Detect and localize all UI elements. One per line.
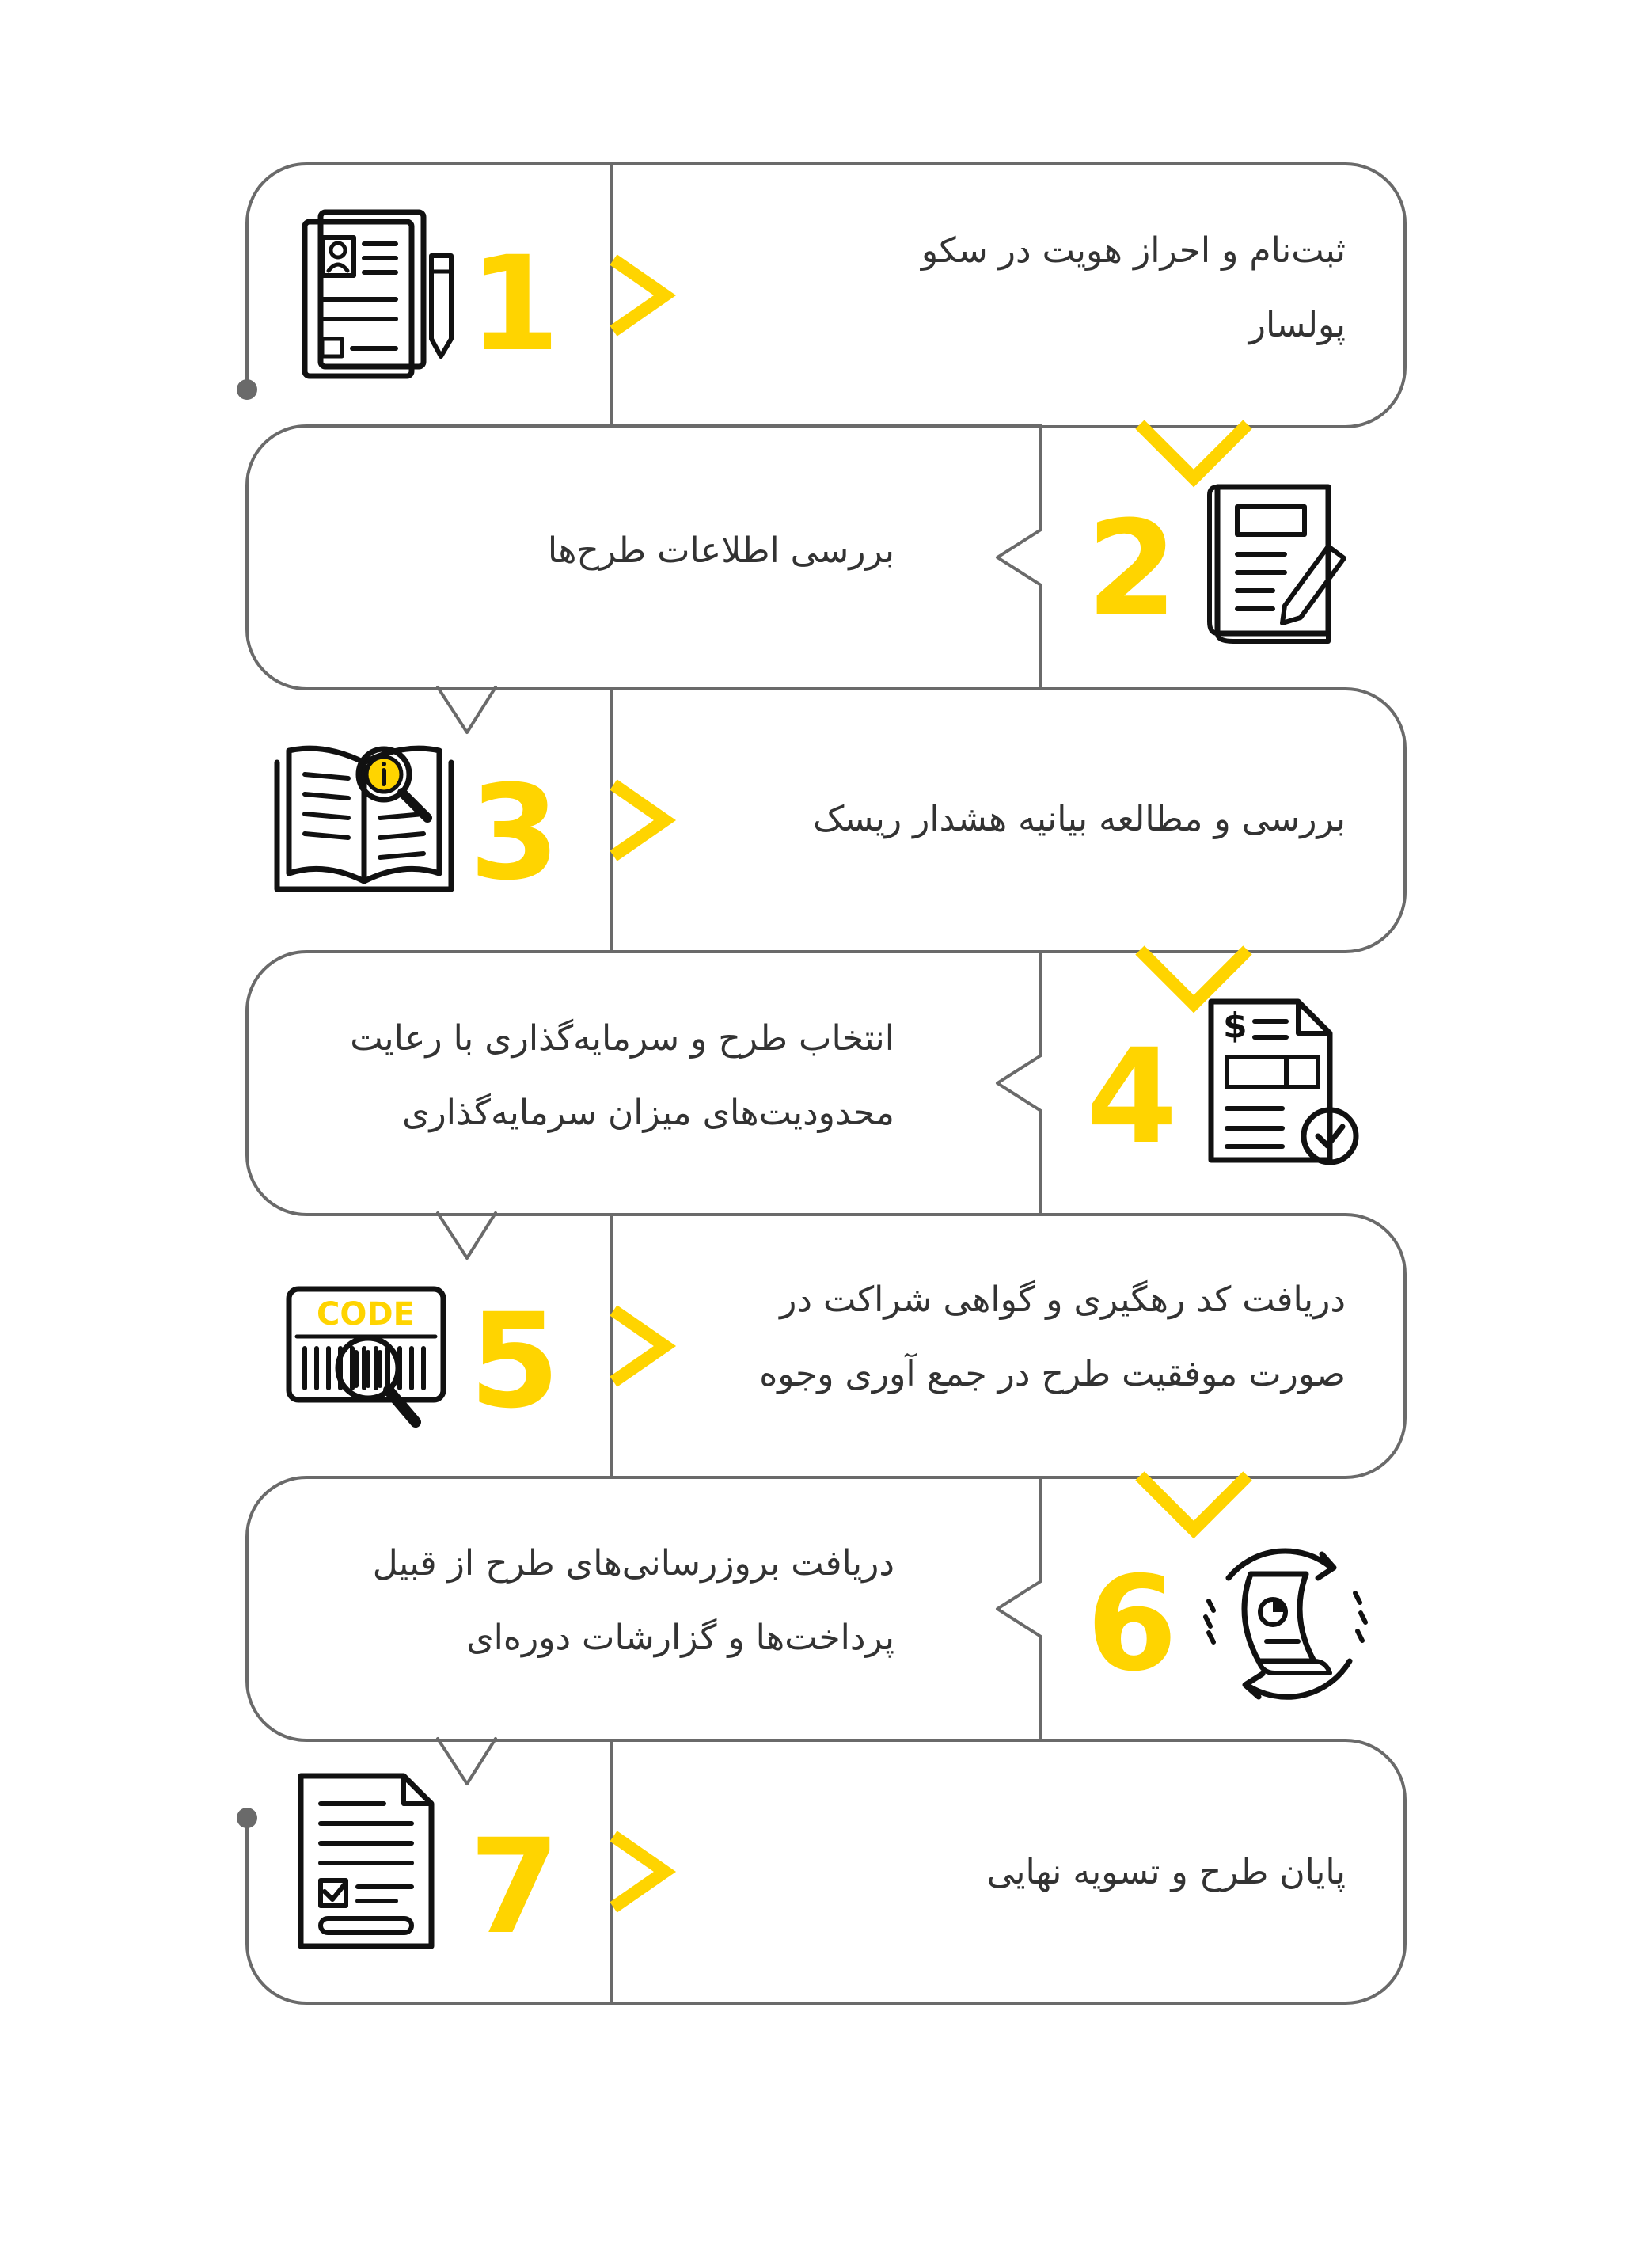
step-description-line: محدودیت‌های میزان سرمایه‌گذاری xyxy=(402,1093,894,1133)
report-cycle-icon xyxy=(1206,1551,1365,1697)
down-arrow-icon xyxy=(1140,424,1248,478)
step-description xyxy=(350,1002,894,1150)
step-description-line: بررسی اطلاعات طرح‌ها xyxy=(547,530,894,571)
step-description-line: پایان طرح و تسویه نهایی xyxy=(986,1852,1346,1892)
step-description xyxy=(373,1527,894,1675)
step-description xyxy=(987,1835,1346,1910)
step-number: 4 xyxy=(1086,1021,1178,1173)
bubble-tail xyxy=(438,1739,496,1784)
card-divider xyxy=(997,426,1041,689)
step-description-line: دریافت بروزرسانی‌های طرح از قبیل xyxy=(372,1543,894,1584)
step-number: 2 xyxy=(1086,492,1178,645)
step-description xyxy=(921,214,1346,363)
card-divider xyxy=(997,1477,1041,1740)
code-label-icon: CODE xyxy=(317,1296,415,1333)
step-description-line: انتخاب طرح و سرمایه‌گذاری با رعایت xyxy=(350,1018,894,1059)
registration-form-icon xyxy=(305,212,451,376)
right-arrow-icon xyxy=(613,785,665,856)
book-info-icon xyxy=(277,748,451,889)
bubble-tail xyxy=(438,687,496,732)
step-description xyxy=(548,514,894,588)
right-arrow-icon xyxy=(613,1836,665,1907)
step-description-line: صورت موفقیت طرح در جمع آوری وجوه xyxy=(759,1354,1346,1394)
start-dot xyxy=(237,379,257,400)
bubble-tail xyxy=(438,1213,496,1258)
right-arrow-icon xyxy=(613,1310,665,1382)
step-description-line: دریافت کد رهگیری و گواهی شراکت در xyxy=(780,1279,1346,1320)
dollar-icon: $ xyxy=(1223,1006,1248,1046)
step-number: 3 xyxy=(469,757,560,909)
card-divider xyxy=(997,952,1041,1215)
right-arrow-icon xyxy=(613,260,665,331)
document-pen-icon xyxy=(1210,487,1344,641)
checklist-document-icon xyxy=(301,1776,431,1946)
step-description-line: پولسار xyxy=(1248,305,1346,345)
step-description-line: پرداخت‌ها و گزارشات دوره‌ای xyxy=(466,1618,894,1658)
step-description-line: ثبت‌نام و احراز هویت در سکو xyxy=(921,230,1346,271)
down-arrow-icon xyxy=(1140,1476,1248,1530)
step-number: 1 xyxy=(469,228,560,380)
end-dot xyxy=(237,1808,257,1828)
step-description xyxy=(813,782,1346,857)
step-number: 7 xyxy=(469,1811,560,1963)
step-number: 5 xyxy=(469,1285,560,1437)
down-arrow-icon xyxy=(1140,950,1248,1004)
step-description-line: بررسی و مطالعه بیانیه هشدار ریسک xyxy=(813,799,1346,839)
step-number: 6 xyxy=(1086,1548,1178,1700)
code-barcode-icon xyxy=(289,1289,443,1422)
step-description xyxy=(759,1263,1346,1412)
invoice-check-icon xyxy=(1211,1002,1356,1162)
